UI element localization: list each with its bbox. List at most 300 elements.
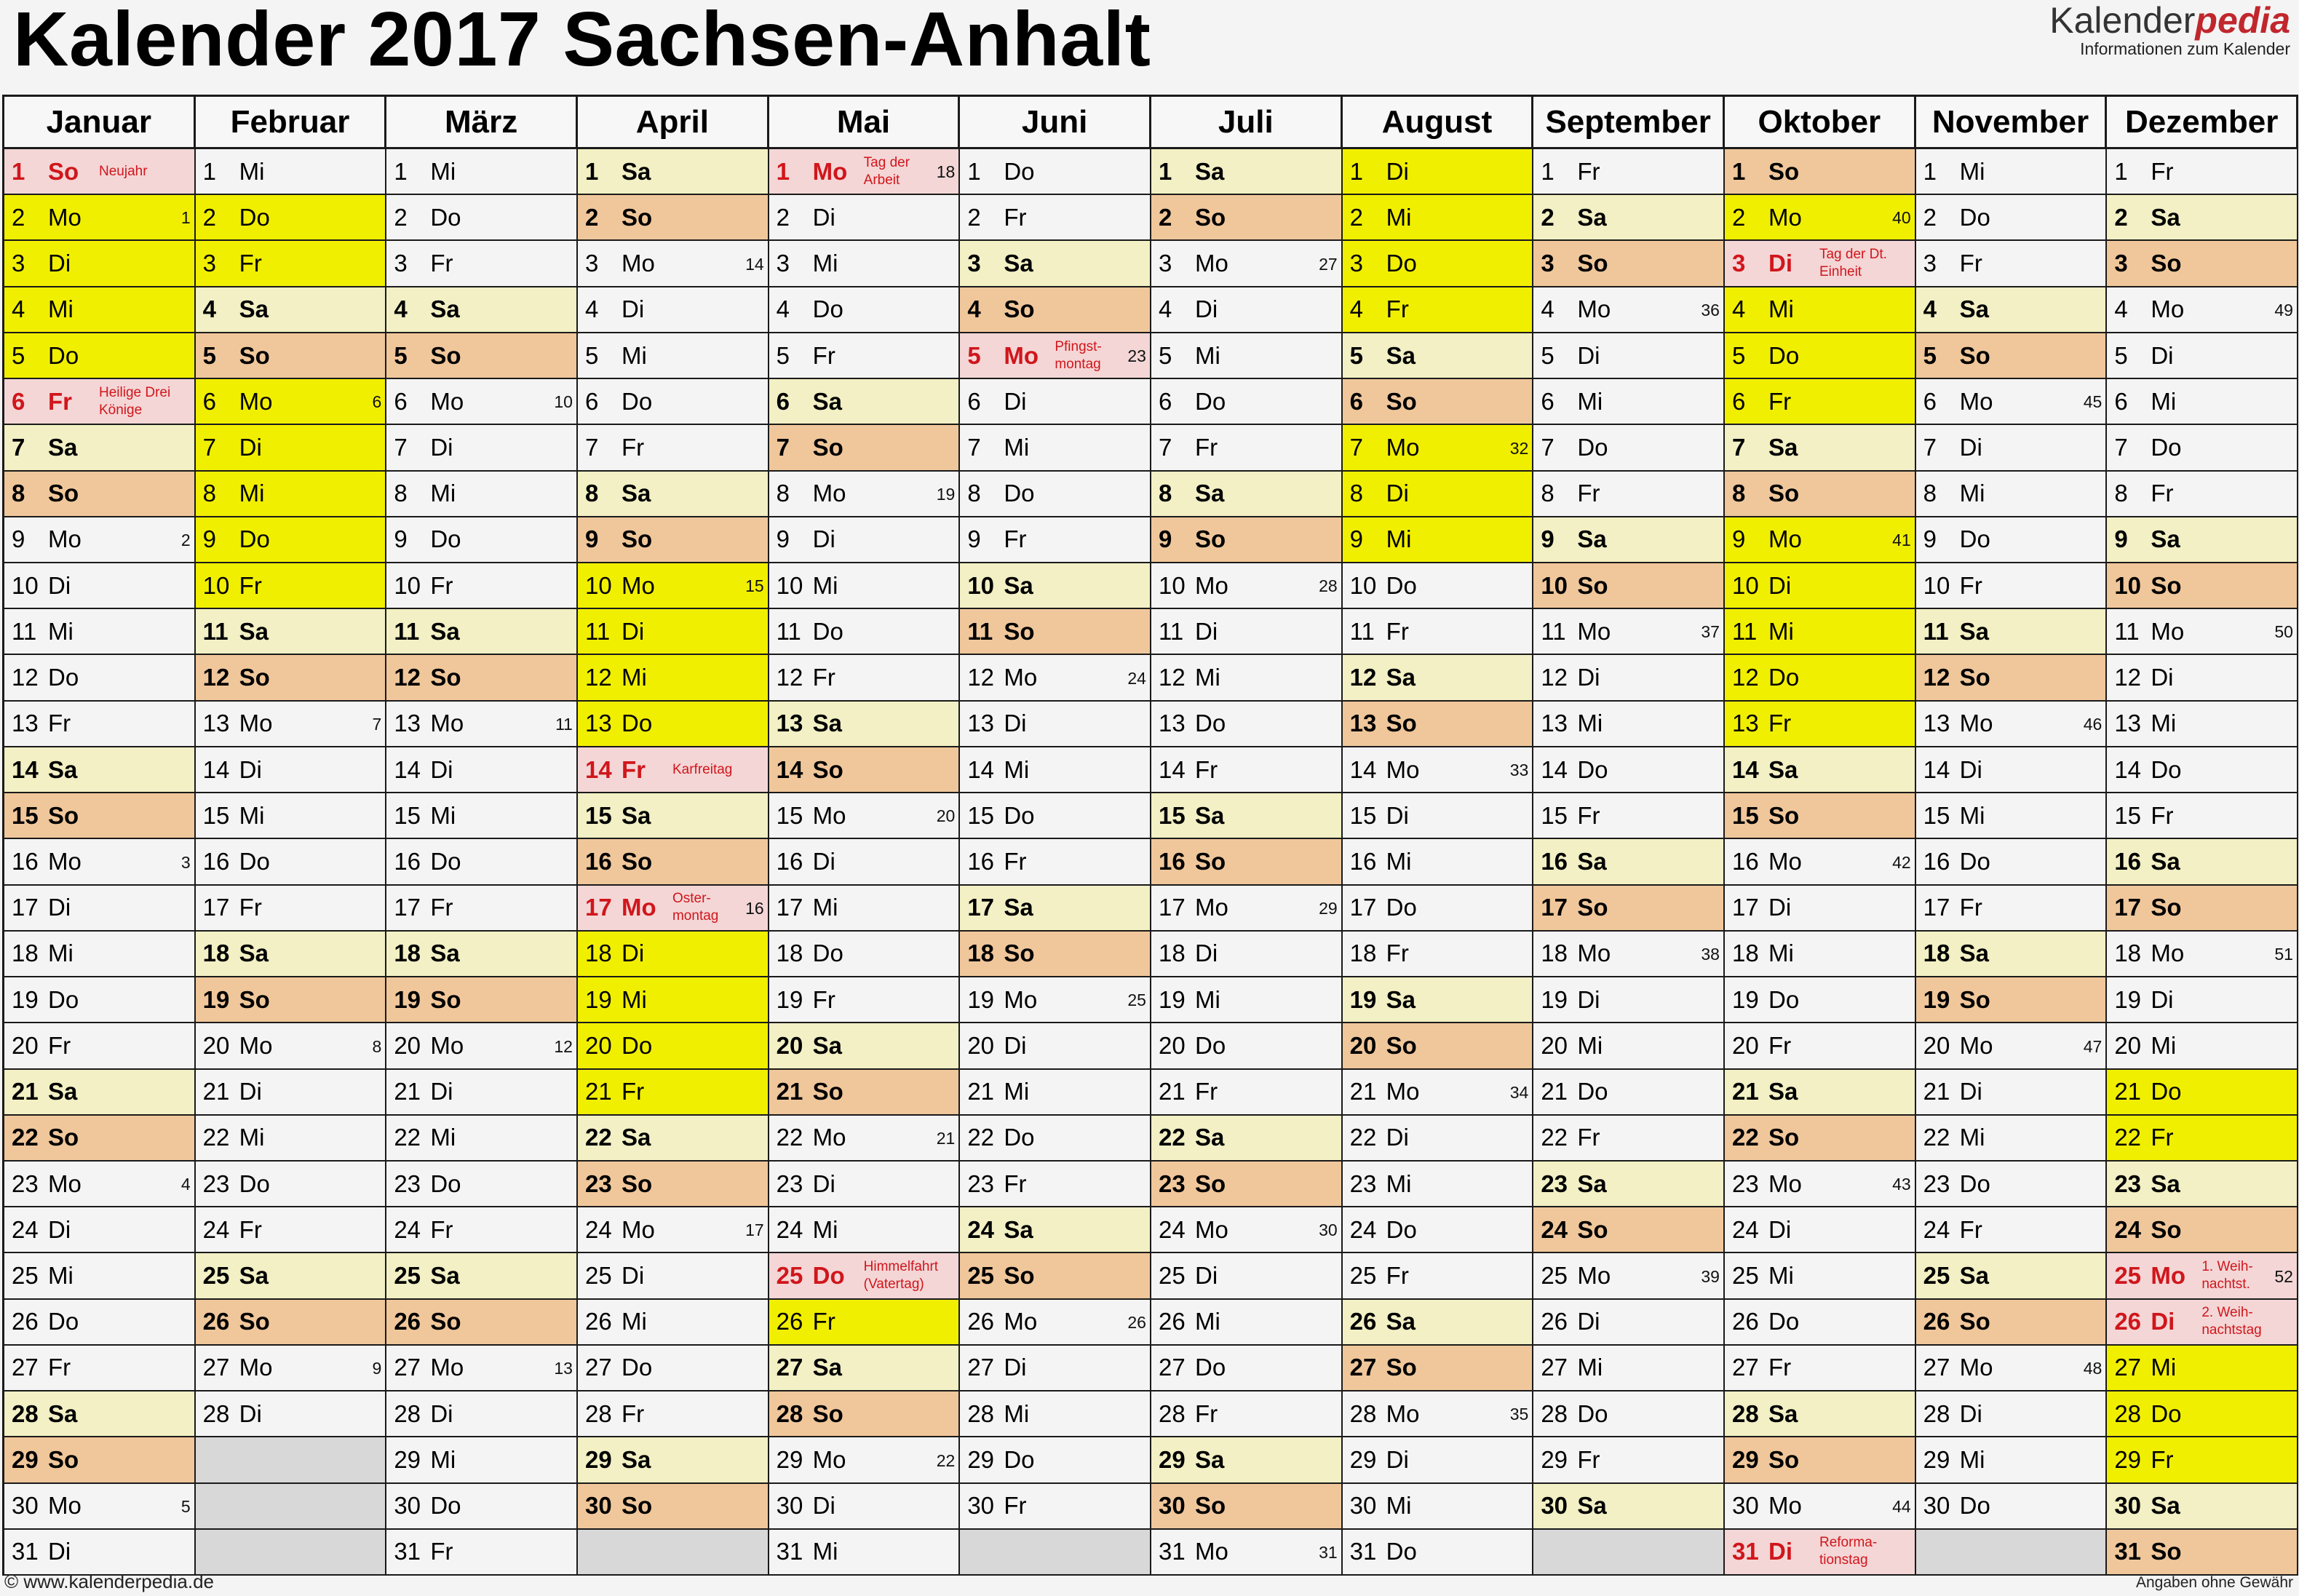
day-cell xyxy=(386,472,578,517)
day-number: 1 xyxy=(1541,157,1554,185)
day-number: 11 xyxy=(12,617,37,645)
weekday-label: Di xyxy=(1768,1215,1792,1243)
weekday-label: Mi xyxy=(1004,755,1030,783)
day-number: 4 xyxy=(1731,295,1746,323)
day-number: 5 xyxy=(584,341,599,369)
weekday-label: Do xyxy=(1959,203,1990,231)
holiday-name: Heilige Drei Könige xyxy=(99,384,171,418)
day-number: 4 xyxy=(967,295,981,323)
weekday-label: Fr xyxy=(430,571,453,599)
day-number: 9 xyxy=(1158,525,1172,553)
day-number: 6 xyxy=(967,387,981,415)
day-cell xyxy=(2107,839,2298,885)
weekday-label: Mo xyxy=(239,1031,273,1059)
day-cell xyxy=(1533,379,1725,425)
brand-name: Kalenderpedia xyxy=(2049,0,2290,41)
day-number: 16 xyxy=(1158,847,1186,875)
day-number: 3 xyxy=(12,250,25,277)
day-cell xyxy=(960,1023,1151,1069)
day-number: 26 xyxy=(776,1308,803,1335)
day-cell xyxy=(1343,1484,1534,1530)
day-number: 3 xyxy=(1923,250,1937,277)
day-cell xyxy=(769,241,961,287)
day-number: 23 xyxy=(12,1170,39,1197)
day-number: 19 xyxy=(776,985,803,1013)
weekday-label: Mi xyxy=(621,664,647,691)
day-number: 28 xyxy=(202,1400,230,1427)
weekday-label: So xyxy=(1386,710,1417,737)
day-cell xyxy=(386,1070,578,1116)
weekday-label: Di xyxy=(48,250,71,277)
day-number: 9 xyxy=(1541,525,1554,553)
day-cell xyxy=(2107,241,2298,287)
weekday-label: So xyxy=(48,480,79,507)
week-number: 20 xyxy=(936,806,956,826)
day-cell xyxy=(1725,517,1916,563)
weekday-label: Di xyxy=(2151,985,2174,1013)
weekday-label: Do xyxy=(239,1170,270,1197)
weekday-label: Mi xyxy=(621,985,647,1013)
week-number: 32 xyxy=(1509,438,1529,458)
weekday-label: Mi xyxy=(239,801,265,829)
weekday-label: Sa xyxy=(621,1124,651,1151)
weekday-label: Fr xyxy=(621,433,645,461)
weekday-label: Mo xyxy=(239,1354,273,1381)
weekday-label: Mo xyxy=(1194,1215,1228,1243)
weekday-label: Sa xyxy=(1004,250,1033,277)
weekday-label: Di xyxy=(430,1078,453,1105)
weekday-label: So xyxy=(1194,1492,1226,1520)
day-cell xyxy=(960,1162,1151,1207)
weekday-label: Mo xyxy=(2151,295,2185,323)
weekday-label: Do xyxy=(430,1492,461,1520)
day-number: 4 xyxy=(1923,295,1937,323)
day-number: 29 xyxy=(1158,1445,1186,1473)
day-number: 14 xyxy=(967,755,995,783)
weekday-label: Di xyxy=(1959,433,1982,461)
day-cell xyxy=(1725,1530,1916,1576)
day-cell xyxy=(578,1300,769,1346)
day-cell xyxy=(1343,241,1534,287)
month-header: Februar xyxy=(196,97,387,149)
day-number: 15 xyxy=(1923,801,1950,829)
weekday-label: Fr xyxy=(430,250,453,277)
weekday-label: Di xyxy=(1194,1262,1218,1290)
day-cell xyxy=(196,1070,387,1116)
weekday-label: Di xyxy=(1386,1124,1409,1151)
day-number: 30 xyxy=(1923,1492,1950,1520)
day-number: 7 xyxy=(967,433,981,461)
day-cell xyxy=(196,1207,387,1253)
weekday-label: Mo xyxy=(812,1124,846,1151)
holiday-name: 2. Weih- nachtstag xyxy=(2201,1305,2262,1338)
day-cell xyxy=(769,1484,961,1530)
weekday-label: So xyxy=(621,525,653,553)
day-number: 9 xyxy=(12,525,25,553)
day-cell xyxy=(1151,1023,1343,1069)
day-cell xyxy=(1533,333,1725,379)
weekday-label: Di xyxy=(239,1078,262,1105)
weekday-label: Do xyxy=(1194,1031,1226,1059)
weekday-label: Fr xyxy=(48,1031,71,1059)
day-cell xyxy=(769,1391,961,1437)
weekday-label: Do xyxy=(812,940,843,967)
day-number: 10 xyxy=(776,571,803,599)
day-number: 4 xyxy=(584,295,599,323)
day-cell xyxy=(196,472,387,517)
day-cell xyxy=(1916,333,2108,379)
week-number: 39 xyxy=(1701,1266,1720,1286)
day-number: 25 xyxy=(1158,1262,1186,1290)
day-cell xyxy=(196,1023,387,1069)
day-number: 11 xyxy=(202,617,229,645)
day-number: 14 xyxy=(1158,755,1186,783)
day-number: 3 xyxy=(1731,250,1746,277)
day-cell xyxy=(578,977,769,1023)
day-number: 19 xyxy=(1158,985,1186,1013)
day-cell xyxy=(1916,425,2108,471)
day-number: 2 xyxy=(394,203,408,231)
day-number: 20 xyxy=(776,1031,803,1059)
day-number: 27 xyxy=(584,1354,612,1381)
day-number: 12 xyxy=(12,664,39,691)
weekday-label: Mi xyxy=(1959,1445,1985,1473)
day-cell xyxy=(578,1023,769,1069)
weekday-label: Mi xyxy=(1959,480,1985,507)
week-number: 50 xyxy=(2274,622,2293,642)
day-number: 26 xyxy=(1923,1308,1950,1335)
day-number: 5 xyxy=(12,341,25,369)
day-cell xyxy=(960,1070,1151,1116)
day-cell xyxy=(1533,1437,1725,1483)
weekday-label: Fr xyxy=(1004,1492,1027,1520)
day-number: 23 xyxy=(1731,1170,1759,1197)
weekday-label: Do xyxy=(621,1354,653,1381)
weekday-label: Mo xyxy=(48,1492,82,1520)
holiday-name: Karfreitag xyxy=(672,761,733,777)
day-number: 29 xyxy=(12,1445,39,1473)
weekday-label: So xyxy=(1194,1170,1226,1197)
day-cell xyxy=(4,241,196,287)
day-number: 8 xyxy=(776,480,790,507)
day-number: 10 xyxy=(1731,571,1759,599)
weekday-label: Mo xyxy=(1004,985,1038,1013)
day-cell xyxy=(1916,886,2108,932)
weekday-label: Fr xyxy=(239,894,262,921)
day-number: 16 xyxy=(776,847,803,875)
week-number: 48 xyxy=(2083,1359,2103,1378)
day-number: 30 xyxy=(1541,1492,1568,1520)
weekday-label: Mo xyxy=(48,203,82,231)
day-number: 28 xyxy=(394,1400,421,1427)
day-number: 4 xyxy=(1349,295,1364,323)
day-cell xyxy=(386,1437,578,1483)
weekday-label: So xyxy=(1386,1031,1417,1059)
day-cell xyxy=(1343,1207,1534,1253)
week-number: 31 xyxy=(1319,1543,1338,1562)
day-cell xyxy=(960,977,1151,1023)
day-cell xyxy=(386,1391,578,1437)
weekday-label: Mi xyxy=(1768,1262,1794,1290)
day-number: 23 xyxy=(584,1170,612,1197)
day-cell xyxy=(2107,1530,2298,1576)
week-number: 29 xyxy=(1319,898,1338,918)
day-cell xyxy=(1151,1207,1343,1253)
day-cell xyxy=(1916,563,2108,609)
weekday-label: Do xyxy=(1004,801,1035,829)
day-cell xyxy=(1916,1300,2108,1346)
month-header: September xyxy=(1533,97,1725,149)
weekday-label: Fr xyxy=(1194,1078,1218,1105)
day-cell xyxy=(1725,333,1916,379)
day-cell xyxy=(1725,1346,1916,1391)
day-number: 21 xyxy=(967,1078,995,1105)
weekday-label: Mo xyxy=(1768,203,1802,231)
day-cell xyxy=(4,747,196,793)
day-cell xyxy=(578,1437,769,1483)
weekday-label: Di xyxy=(48,1215,71,1243)
weekday-label: Do xyxy=(812,1262,845,1290)
day-cell xyxy=(386,1162,578,1207)
day-number: 5 xyxy=(1349,341,1364,369)
holiday-name: Himmelfahrt (Vatertag) xyxy=(863,1259,939,1293)
day-number: 18 xyxy=(584,940,612,967)
day-number: 17 xyxy=(202,894,230,921)
day-cell xyxy=(196,149,387,195)
day-cell xyxy=(769,1530,961,1576)
weekday-label: Di xyxy=(1386,480,1409,507)
day-cell xyxy=(386,287,578,333)
day-cell xyxy=(1916,1346,2108,1391)
day-cell xyxy=(769,886,961,932)
day-number: 23 xyxy=(2114,1170,2142,1197)
weekday-label: Do xyxy=(1386,571,1417,599)
page-title: Kalender 2017 Sachsen-Anhalt xyxy=(13,0,1151,82)
weekday-label: Di xyxy=(1194,940,1218,967)
weekday-label: Fr xyxy=(812,664,835,691)
day-number: 22 xyxy=(394,1124,421,1151)
weekday-label: Mi xyxy=(1768,940,1794,967)
day-cell xyxy=(960,1116,1151,1162)
day-cell xyxy=(960,1346,1151,1391)
weekday-label: Sa xyxy=(1386,985,1416,1013)
weekday-label: Mi xyxy=(48,1262,74,1290)
day-cell xyxy=(1151,333,1343,379)
day-number: 21 xyxy=(202,1078,230,1105)
day-cell xyxy=(4,1391,196,1437)
weekday-label: So xyxy=(1768,157,1800,185)
weekday-label: Mi xyxy=(2151,387,2177,415)
day-cell xyxy=(578,195,769,241)
week-number: 3 xyxy=(180,852,191,872)
weekday-label: So xyxy=(48,1445,79,1473)
holiday-name: Reforma- tionstag xyxy=(1819,1535,1878,1568)
day-number: 20 xyxy=(1158,1031,1186,1059)
weekday-label: So xyxy=(621,1170,653,1197)
weekday-label: Di xyxy=(430,1400,453,1427)
day-number: 8 xyxy=(1541,480,1554,507)
day-number: 29 xyxy=(1541,1445,1568,1473)
day-cell xyxy=(1343,702,1534,747)
weekday-label: So xyxy=(239,664,270,691)
day-number: 21 xyxy=(12,1078,39,1105)
weekday-label: Do xyxy=(1386,250,1417,277)
weekday-label: Di xyxy=(1194,295,1218,323)
weekday-label: Sa xyxy=(1577,1170,1607,1197)
day-number: 4 xyxy=(394,295,408,323)
weekday-label: Mo xyxy=(1004,664,1038,691)
day-cell xyxy=(769,932,961,977)
week-number: 16 xyxy=(745,898,764,918)
day-number: 5 xyxy=(202,341,217,369)
day-number: 3 xyxy=(967,250,981,277)
day-cell xyxy=(196,1116,387,1162)
weekday-label: Mi xyxy=(48,940,74,967)
weekday-label: Fr xyxy=(48,710,71,737)
month-header: Juni xyxy=(960,97,1151,149)
weekday-label: Mi xyxy=(812,571,838,599)
day-cell xyxy=(4,563,196,609)
weekday-label: So xyxy=(812,1078,843,1105)
day-number: 18 xyxy=(1349,940,1377,967)
weekday-label: So xyxy=(1768,1445,1800,1473)
day-cell xyxy=(1533,702,1725,747)
weekday-label: Mo xyxy=(1194,250,1228,277)
day-cell xyxy=(1533,793,1725,839)
weekday-label: Sa xyxy=(239,295,269,323)
day-cell xyxy=(1151,886,1343,932)
weekday-label: Mi xyxy=(430,157,456,185)
day-cell xyxy=(4,1253,196,1299)
day-cell xyxy=(1343,149,1534,195)
week-number: 51 xyxy=(2274,945,2293,964)
week-number: 15 xyxy=(745,576,764,596)
day-number: 10 xyxy=(12,571,39,599)
week-number: 30 xyxy=(1319,1220,1338,1240)
day-number: 20 xyxy=(2114,1031,2142,1059)
day-cell xyxy=(4,1116,196,1162)
day-cell xyxy=(1343,1437,1534,1483)
weekday-label: Mo xyxy=(239,710,273,737)
day-number: 1 xyxy=(1731,157,1746,185)
weekday-label: Do xyxy=(621,387,653,415)
weekday-label: Di xyxy=(430,755,453,783)
weekday-label: So xyxy=(1959,341,1990,369)
day-number: 29 xyxy=(2114,1445,2142,1473)
day-number: 7 xyxy=(776,433,790,461)
weekday-label: Mi xyxy=(1194,1308,1220,1335)
day-number: 14 xyxy=(1731,755,1759,783)
day-number: 27 xyxy=(967,1354,995,1381)
weekday-label: Do xyxy=(1768,985,1800,1013)
day-cell xyxy=(769,702,961,747)
weekday-label: Di xyxy=(1768,250,1792,277)
footer-url[interactable]: © www.kalenderpedia.de xyxy=(4,1571,214,1592)
weekday-label: Di xyxy=(2151,1308,2175,1335)
day-number: 14 xyxy=(394,755,421,783)
day-number: 30 xyxy=(394,1492,421,1520)
weekday-label: So xyxy=(1959,664,1990,691)
day-cell xyxy=(4,839,196,885)
day-number: 7 xyxy=(202,433,217,461)
day-number: 14 xyxy=(1349,755,1377,783)
day-number: 20 xyxy=(202,1031,230,1059)
day-number: 21 xyxy=(1731,1078,1759,1105)
day-number: 16 xyxy=(12,847,39,875)
day-number: 24 xyxy=(12,1215,39,1243)
day-cell xyxy=(578,1391,769,1437)
day-cell xyxy=(2107,1023,2298,1069)
day-cell xyxy=(1343,886,1534,932)
day-cell xyxy=(2107,932,2298,977)
day-cell xyxy=(4,1162,196,1207)
day-cell xyxy=(960,793,1151,839)
day-cell xyxy=(196,977,387,1023)
month-header: Juli xyxy=(1151,97,1343,149)
day-number: 17 xyxy=(1923,894,1950,921)
day-cell xyxy=(1151,517,1343,563)
day-number: 7 xyxy=(584,433,599,461)
day-cell xyxy=(1916,517,2108,563)
day-cell xyxy=(196,1346,387,1391)
day-number: 25 xyxy=(1923,1262,1950,1290)
day-number: 8 xyxy=(1923,480,1937,507)
day-cell xyxy=(769,1253,961,1299)
day-number: 17 xyxy=(1158,894,1186,921)
day-cell xyxy=(1725,793,1916,839)
weekday-label: Fr xyxy=(1959,571,1982,599)
day-cell xyxy=(1533,472,1725,517)
weekday-label: Mi xyxy=(1577,710,1603,737)
day-cell xyxy=(960,1437,1151,1483)
week-number: 2 xyxy=(180,531,191,550)
day-number: 1 xyxy=(776,157,790,185)
day-cell xyxy=(1151,609,1343,655)
week-number: 8 xyxy=(372,1036,382,1056)
day-cell xyxy=(1533,425,1725,471)
day-cell xyxy=(4,1484,196,1530)
weekday-label: Do xyxy=(430,1170,461,1197)
day-cell xyxy=(1916,149,2108,195)
day-cell xyxy=(4,655,196,701)
day-cell xyxy=(578,702,769,747)
day-number: 15 xyxy=(2114,801,2142,829)
day-number: 25 xyxy=(776,1262,803,1290)
day-cell xyxy=(2107,1437,2298,1483)
day-cell xyxy=(960,472,1151,517)
day-number: 12 xyxy=(1158,664,1186,691)
day-cell xyxy=(1725,702,1916,747)
holiday-name: 1. Weih- nachtst. xyxy=(2201,1259,2253,1293)
day-cell xyxy=(2107,563,2298,609)
week-number: 27 xyxy=(1319,254,1338,274)
day-number: 31 xyxy=(394,1538,421,1565)
day-cell xyxy=(1533,1253,1725,1299)
day-number: 17 xyxy=(1541,894,1568,921)
day-cell xyxy=(2107,149,2298,195)
day-number: 1 xyxy=(1923,157,1937,185)
weekday-label: So xyxy=(1768,1124,1800,1151)
day-cell xyxy=(578,932,769,977)
day-cell xyxy=(769,747,961,793)
day-cell xyxy=(2107,472,2298,517)
day-number: 16 xyxy=(202,847,230,875)
day-cell xyxy=(386,1023,578,1069)
day-cell xyxy=(196,333,387,379)
day-cell xyxy=(1725,655,1916,701)
day-cell xyxy=(1725,1070,1916,1116)
day-cell xyxy=(578,1484,769,1530)
